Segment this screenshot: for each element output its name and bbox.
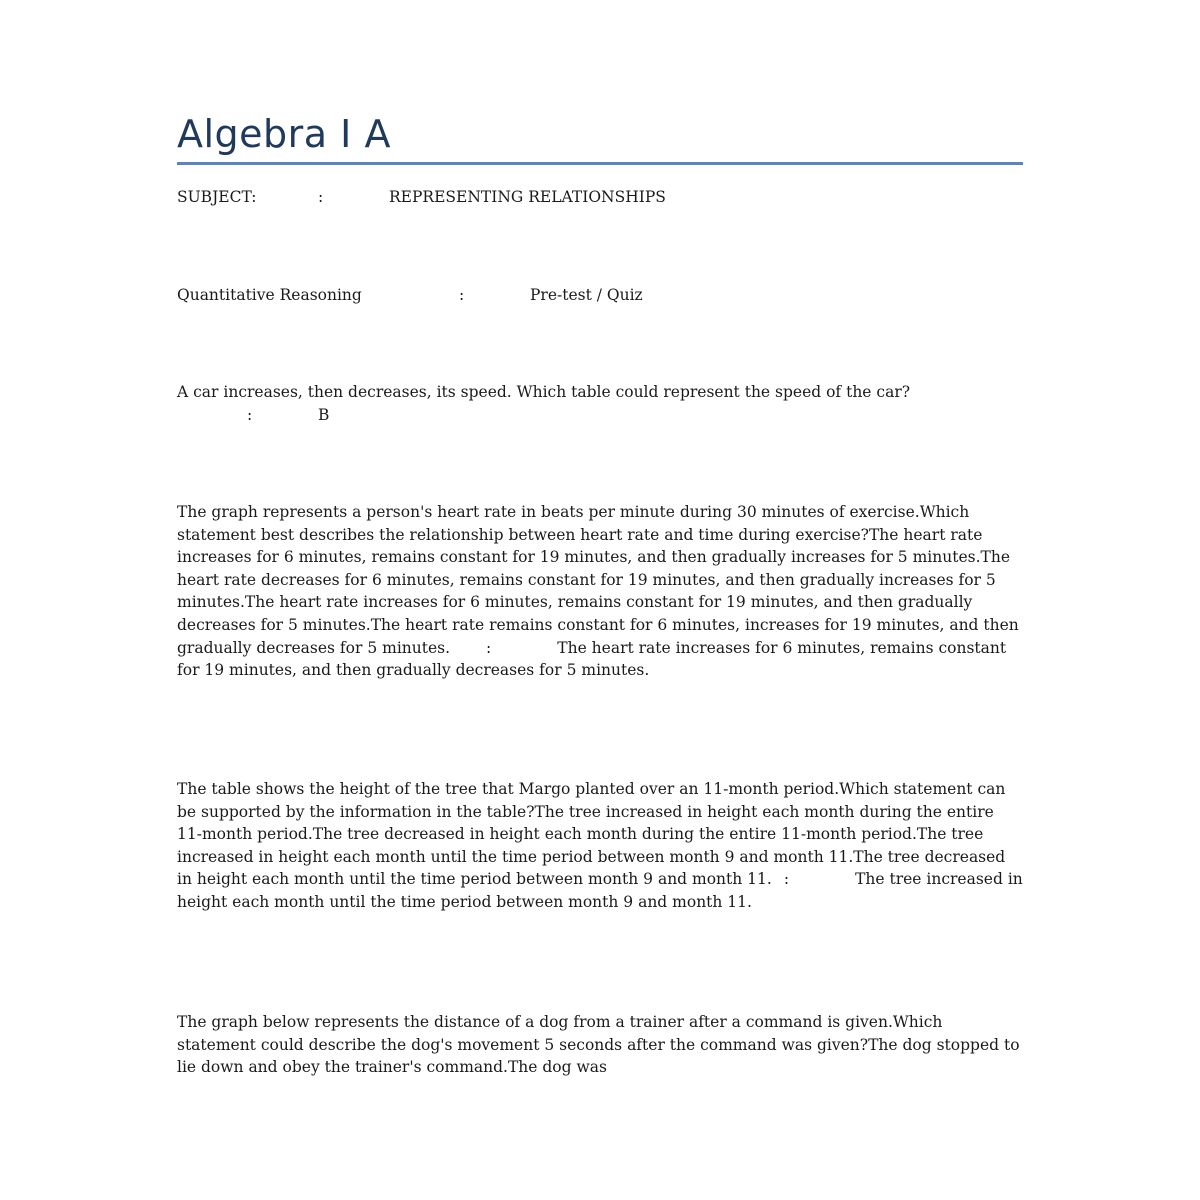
category-colon: :: [459, 286, 465, 304]
answer-colon: :: [783, 870, 790, 889]
answer-text: The heart rate increases for 6 minutes, remains constant for 19 minutes, and then gradually decreases for 5 minutes.: [177, 638, 1007, 680]
question-4: [177, 1011, 1023, 1079]
title-underline: [177, 162, 1023, 165]
category-label: Quantitative Reasoning: [177, 286, 362, 304]
answer-text: B: [318, 406, 330, 424]
answer-text: The tree increased in height each month until the time period between month 9 and month 11.: [177, 870, 1023, 911]
subject-value: REPRESENTING RELATIONSHIPS: [389, 188, 666, 206]
question-text: The graph below represents the distance of a dog from a trainer after a command is given.Which statement could describe the dog's movement 5 seconds after the command was given?The dog stopped to lie down and obey the trainer's command.The dog was: [177, 1013, 1020, 1077]
question-2: [177, 501, 1023, 682]
subject-label: SUBJECT:: [177, 188, 257, 206]
answer-colon: :: [247, 406, 253, 424]
category-value: Pre-test / Quiz: [530, 286, 643, 304]
answer-colon: :: [486, 638, 492, 657]
document-title: Algebra I A: [177, 112, 391, 156]
question-text: The table shows the height of the tree that Margo planted over an 11-month period.Which statement can be supported by the information in the table?The tree increased in height each month during the entire 11-month period.The tree decreased in height each month during the entire 11-month period.The tree increased in height each month until the time period between month 9 and month 11.The tree decreased in height each month until the time period between month 9 and month 11.: [177, 780, 1006, 889]
question-text: The graph represents a person's heart rate in beats per minute during 30 minutes of exercise.Which statement best describes the relationship between heart rate and time during exercise?The heart rate increases for 6 minutes, remains constant for 19 minutes, and then gradually increases for 5 minutes.The heart rate decreases for 6 minutes, remains constant for 19 minutes, and then gradually increases for 5 minutes.The heart rate increases for 6 minutes, remains constant for 19 minutes, and then gradually decreases for 5 minutes.The heart rate remains constant for 6 minutes, increases for 19 minutes, and then gradually decreases for 5 minutes.: [177, 503, 1019, 657]
question-3: [177, 778, 1023, 914]
question-text: A car increases, then decreases, its speed. Which table could represent the speed of the car?: [177, 383, 911, 401]
question-1: [177, 381, 1023, 404]
subject-colon: :: [318, 188, 324, 206]
